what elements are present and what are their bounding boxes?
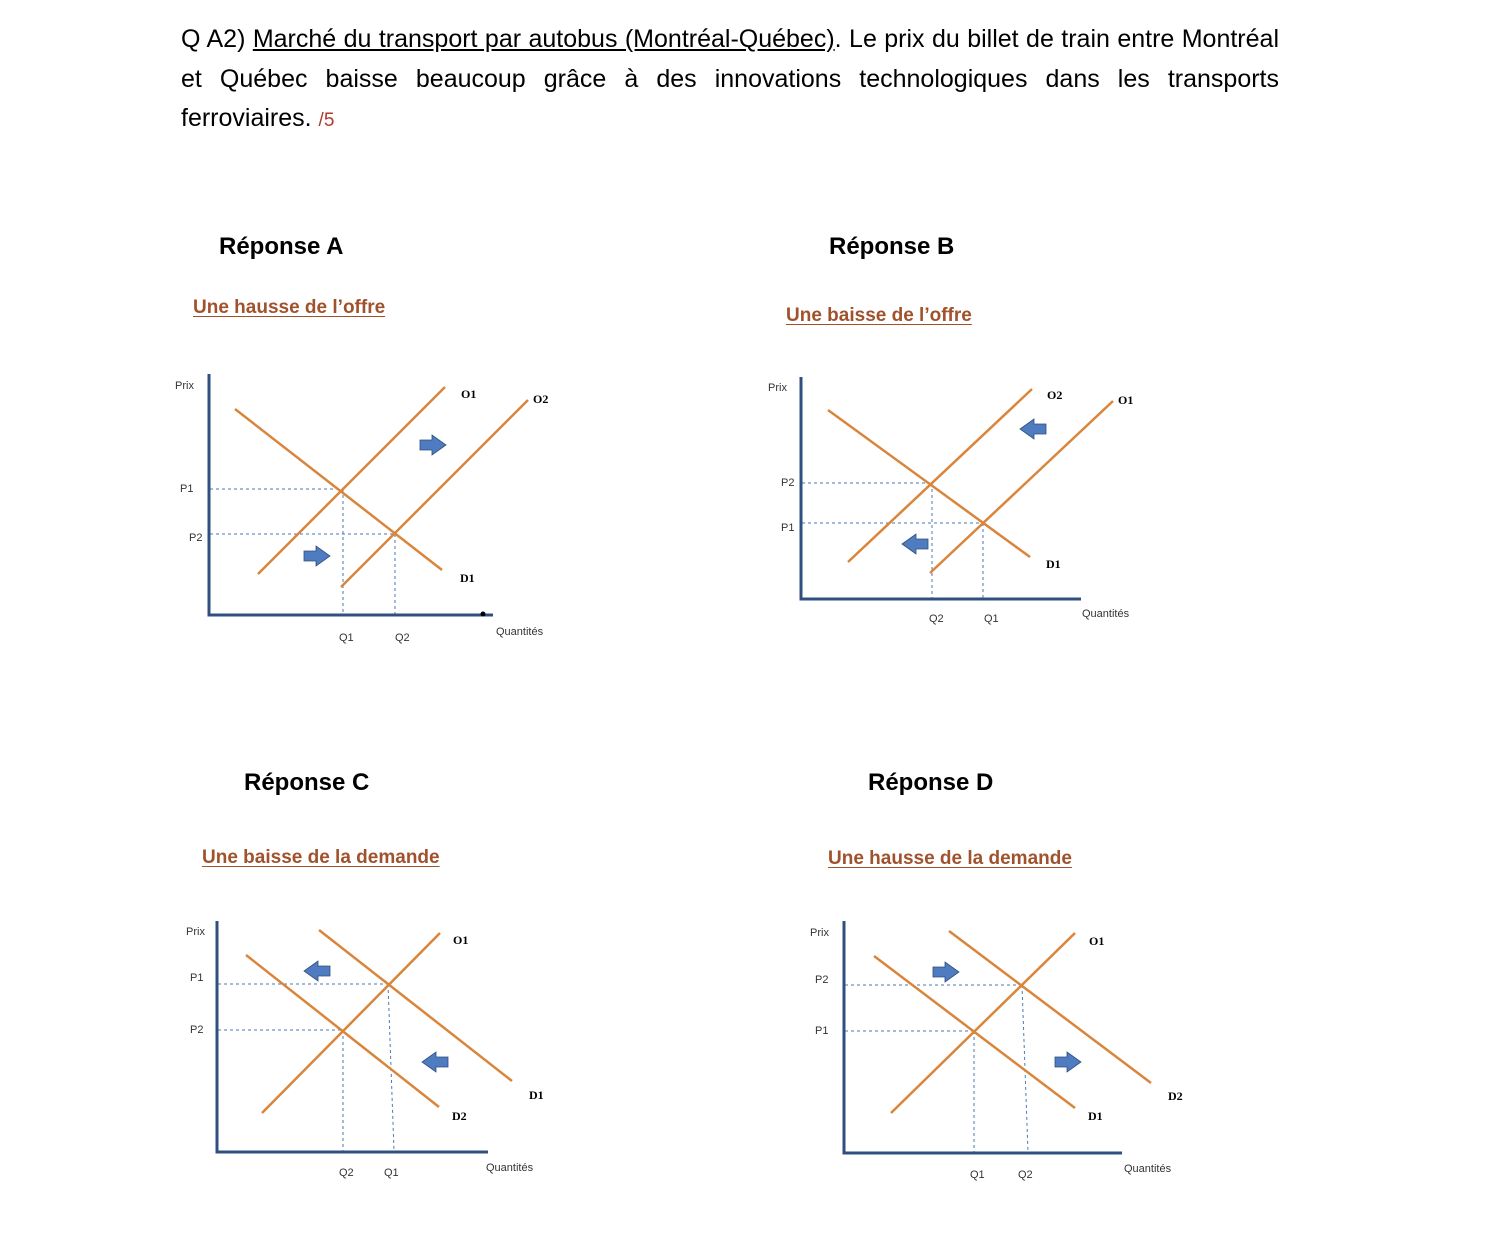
y-axis-label: Prix [186,926,205,938]
quantity-tick-q1: Q1 [970,1169,985,1181]
price-tick-p1: P1 [781,522,795,534]
price-tick-p1: P1 [815,1025,829,1037]
curve-label-o1: O1 [453,933,469,947]
curve-label-d1: D1 [460,571,475,585]
curve-label-o1: O1 [461,387,477,401]
quantity-tick-2: Q2 [395,632,410,644]
price-tick-p2: P2 [815,974,829,986]
y-axis-label: Prix [768,382,787,394]
curve-d2 [949,931,1151,1083]
answer-c-heading: Réponse C [244,769,370,796]
x-axis-label: Quantités [1082,608,1130,620]
price-tick-p2: P2 [190,1024,204,1036]
curve-label-d1: D1 [1046,557,1061,571]
answer-a-subtitle: Une hausse de l’offre [193,297,386,318]
shift-right-arrow-icon [1055,1052,1081,1072]
question-body: . Le prix du billet de train entre Montréal et Québec baisse beaucoup grâce à des innovations technologiques dans les transports ferroviaires. [181,25,1279,132]
market-title: Marché du transport par autobus (Montréal-Québec) [252,25,835,53]
x-axis-label: Quantités [1124,1163,1172,1175]
curve-label-o1: O1 [1089,934,1105,948]
price-tick-p1: P1 [190,972,204,984]
curve-label-o2: O2 [533,392,549,406]
curve-label-o1: O1 [1118,393,1134,407]
quantity-tick-1: Q1 [339,632,354,644]
quantity-tick-q2: Q2 [339,1167,354,1179]
curve-label-o2: O2 [1047,388,1063,402]
quantity-tick-q1: Q1 [984,613,999,625]
quantity-tick-q2: Q2 [1018,1169,1033,1181]
answer-c-subtitle: Une baisse de la demande [202,847,440,868]
curve-label-d2: D2 [452,1109,467,1123]
quantity-tick-q2: Q2 [929,613,944,625]
curve-label-d1: D1 [1088,1109,1103,1123]
y-axis-label: Prix [175,380,194,392]
y-axis-label: Prix [810,927,829,939]
curve-label-d2: D2 [1168,1089,1183,1103]
curve-label-d1: D1 [529,1088,544,1102]
answer-b-heading: Réponse B [829,233,955,260]
price-tick-p2: P2 [781,477,795,489]
price-tick-1: P1 [180,483,194,495]
shift-right-arrow-icon [933,962,959,982]
price-tick-2: P2 [189,532,203,544]
answer-d-heading: Réponse D [868,769,994,796]
answer-d-subtitle: Une hausse de la demande [828,848,1072,869]
answer-b-subtitle: Une baisse de l’offre [786,305,972,326]
quantity-tick-q1: Q1 [384,1167,399,1179]
answer-a-heading: Réponse A [219,233,344,260]
question-prefix: Q A2) [181,25,253,53]
x-axis-label: Quantités [486,1162,534,1174]
x-axis-label: Quantités [496,626,544,638]
points-label: /5 [318,110,335,131]
